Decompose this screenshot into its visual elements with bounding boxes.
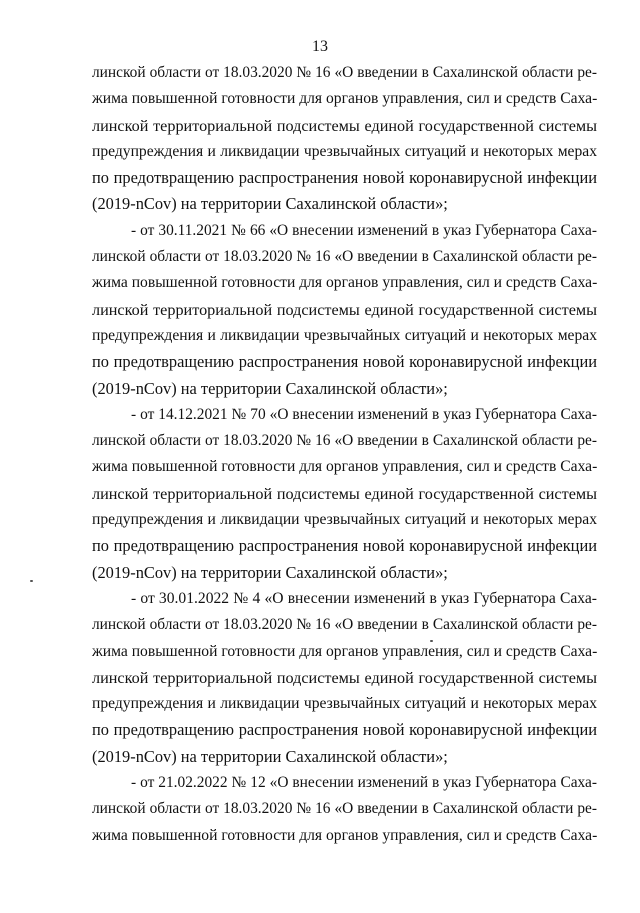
text-line: предупреждения и ликвидации чрезвычайных ситуаций и некоторых мерах bbox=[92, 511, 597, 529]
page-number: 13 bbox=[312, 38, 328, 55]
text-line: жима повышенной готовности для органов управления, сил и средств Саха- bbox=[92, 274, 598, 292]
list-item-first-line: - от 30.01.2022 № 4 «О внесении изменений в указ Губернатора Саха- bbox=[131, 589, 597, 607]
text-line: (2019-nCov) на территории Сахалинской области»; bbox=[92, 746, 448, 766]
scan-speck bbox=[430, 640, 433, 642]
text-line: предупреждения и ликвидации чрезвычайных ситуаций и некоторых мерах bbox=[92, 326, 597, 344]
text-line: по предотвращению распространения новой коронавирусной инфекции bbox=[92, 720, 597, 740]
text-line: жима повышенной готовности для органов управления, сил и средств Саха- bbox=[92, 826, 598, 844]
text-line: жима повышенной готовности для органов управления, сил и средств Саха- bbox=[92, 90, 598, 108]
text-line: линской области от 18.03.2020 № 16 «О введении в Сахалинской области ре- bbox=[92, 432, 597, 450]
text-line: жима повышенной готовности для органов управления, сил и средств Саха- bbox=[92, 458, 598, 476]
text-line: линской области от 18.03.2020 № 16 «О введении в Сахалинской области ре- bbox=[92, 64, 597, 81]
list-item-first-line: - от 14.12.2021 № 70 «О внесении изменений в указ Губернатора Саха- bbox=[131, 405, 597, 423]
text-line: линской области от 18.03.2020 № 16 «О введении в Сахалинской области ре- bbox=[92, 248, 597, 266]
text-line: предупреждения и ликвидации чрезвычайных ситуаций и некоторых мерах bbox=[92, 695, 597, 713]
text-line: жима повышенной готовности для органов управления, сил и средств Саха- bbox=[92, 642, 598, 660]
text-line: линской территориальной подсистемы единой государственной системы bbox=[92, 300, 597, 319]
list-item-first-line: - от 30.11.2021 № 66 «О внесении изменений в указ Губернатора Саха- bbox=[131, 221, 597, 239]
text-line: линской территориальной подсистемы единой государственной системы bbox=[92, 116, 597, 135]
text-line: линской территориальной подсистемы единой государственной системы bbox=[92, 484, 597, 503]
text-line: (2019-nCov) на территории Сахалинской области»; bbox=[92, 562, 448, 582]
text-line: линской территориальной подсистемы единой государственной системы bbox=[92, 668, 597, 687]
text-line: линской области от 18.03.2020 № 16 «О введении в Сахалинской области ре- bbox=[92, 616, 597, 634]
text-line: (2019-nCov) на территории Сахалинской области»; bbox=[92, 194, 448, 214]
text-line: по предотвращению распространения новой коронавирусной инфекции bbox=[92, 352, 597, 372]
scan-speck bbox=[30, 580, 33, 582]
text-line: по предотвращению распространения новой коронавирусной инфекции bbox=[92, 536, 597, 556]
text-line: предупреждения и ликвидации чрезвычайных ситуаций и некоторых мерах bbox=[92, 142, 597, 160]
document-body bbox=[92, 60, 597, 849]
text-line: линской области от 18.03.2020 № 16 «О введении в Сахалинской области ре- bbox=[92, 800, 597, 818]
text-line: (2019-nCov) на территории Сахалинской области»; bbox=[92, 378, 448, 398]
list-item-first-line: - от 21.02.2022 № 12 «О внесении изменений в указ Губернатора Саха- bbox=[131, 774, 597, 792]
text-line: по предотвращению распространения новой коронавирусной инфекции bbox=[92, 168, 597, 188]
